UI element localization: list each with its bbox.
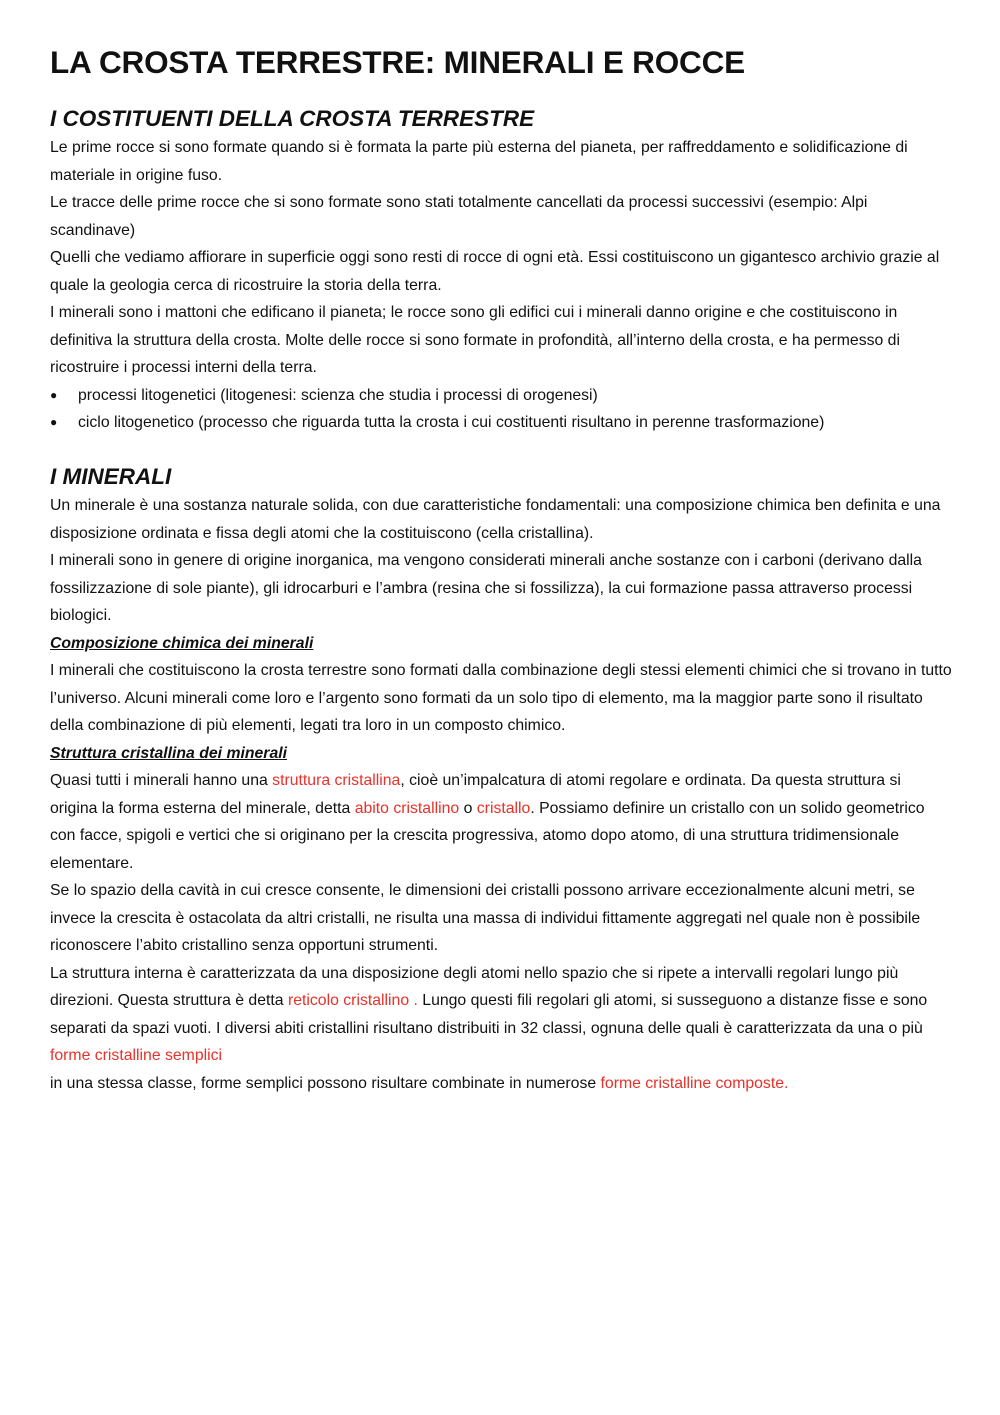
list-item-text: ciclo litogenetico (processo che riguarda tutta la crosta i cui costituenti risultano in perenne trasformazione) <box>78 414 825 431</box>
text-run: . Possiamo definire un cristallo con un solido geometrico con facce, spigoli e vertici che si originano per la crescita progressiva, atomo dopo atomo, di una struttura tridimensionale elementare. <box>50 799 925 872</box>
text-run: , cioè un’impalcatura di atomi regolare e ordinata. Da questa struttura si origina la forma esterna del minerale, detta <box>50 772 901 817</box>
subsection-heading: Composizione chimica dei minerali <box>50 634 314 652</box>
paragraph <box>50 1070 952 1098</box>
bullet-icon: ● <box>50 415 58 429</box>
bullet-icon: ● <box>50 387 58 402</box>
paragraph: I minerali sono i mattoni che edificano il pianeta; le rocce sono gli edifici cui i minerali danno origine e che costituiscono in definitiva la struttura della crosta. Molte delle rocce si sono formate in profondità, all’interno della crosta, e ha permesso di ricostruire i processi interni della terra. <box>50 304 900 376</box>
paragraph: Un minerale è una sostanza naturale solida, con due caratteristiche fondamentali: una composizione chimica ben definita e una disposizione ordinata e fissa degli atomi che la costituiscono (cella cristallina). <box>50 497 941 542</box>
list-item <box>50 382 952 410</box>
text-run: Lungo questi fili regolari gli atomi, si susseguono a distanze fisse e sono separati da spazi vuoti. I diversi abiti cristallini risultano distribuiti in 32 classi, ognuna delle quali è caratterizzata da una o più <box>50 992 928 1037</box>
text-run: in una stessa classe, forme semplici possono risultare combinate in numerose <box>50 1074 601 1092</box>
subsection-heading: Struttura cristallina dei minerali <box>50 744 288 762</box>
list-item <box>50 409 952 437</box>
paragraph: Quelli che vediamo affiorare in superficie oggi sono resti di rocce di ogni età. Essi costituiscono un gigantesco archivio grazie al quale la geologia cerca di ricostruire la storia della terra. <box>50 249 940 294</box>
paragraph: Le tracce delle prime rocce che si sono formate sono stati totalmente cancellati da processi successivi (esempio: Alpi scandinave) <box>50 194 868 239</box>
paragraph <box>50 960 952 1070</box>
highlighted-term: forme cristalline composte. <box>600 1074 789 1092</box>
section-heading: I MINERALI <box>50 464 172 489</box>
paragraph <box>50 767 952 877</box>
highlighted-term: reticolo cristallino . <box>287 992 418 1009</box>
highlighted-term: struttura cristallina <box>272 772 401 789</box>
highlighted-term: forme cristalline semplici <box>50 1047 223 1064</box>
paragraph: Le prime rocce si sono formate quando si è formata la parte più esterna del pianeta, per raffreddamento e solidificazione di materiale in origine fuso. <box>50 139 908 184</box>
list-item-text: processi litogenetici (litogenesi: scienza che studia i processi di orogenesi) <box>78 386 598 404</box>
text-run: La struttura interna è caratterizzata da una disposizione degli atomi nello spazio che si ripete a intervalli regolari lungo più direzioni. Questa struttura è detta <box>50 964 899 1009</box>
text-run: Quasi tutti i minerali hanno una <box>50 772 273 789</box>
document-title: LA CROSTA TERRESTRE: MINERALI E ROCCE <box>50 44 745 80</box>
bullet-list <box>50 382 952 437</box>
section-minerali <box>50 462 952 1097</box>
section-costituenti <box>50 104 952 437</box>
paragraph: I minerali che costituiscono la crosta terrestre sono formati dalla combinazione degli stessi elementi chimici che si trovano in tutto l’universo. Alcuni minerali come loro e l’argento sono formati da un solo tipo di elemento, ma la maggior parte sono il risultato della combinazione di più elementi, legati tra loro in un composto chimico. <box>50 662 952 734</box>
section-heading: I COSTITUENTI DELLA CROSTA TERRESTRE <box>50 106 535 131</box>
highlighted-term: cristallo <box>476 799 531 817</box>
highlighted-term: abito cristallino <box>354 799 460 817</box>
paragraph: Se lo spazio della cavità in cui cresce consente, le dimensioni dei cristalli possono arrivare eccezionalmente alcuni metri, se invece la crescita è ostacolata da altri cristalli, ne risulta una massa di individui fittamente aggregati nel quale non è possibile riconoscere l’abito cristallino senza opportuni strumenti. <box>50 882 921 954</box>
paragraph: I minerali sono in genere di origine inorganica, ma vengono considerati minerali anche sostanze con i carboni (derivano dalla fossilizzazione di sole piante), gli idrocarburi e l’ambra (resina che si fossilizza), la cui formazione passa attraverso processi biologici. <box>50 552 922 624</box>
text-run: o <box>459 799 477 817</box>
